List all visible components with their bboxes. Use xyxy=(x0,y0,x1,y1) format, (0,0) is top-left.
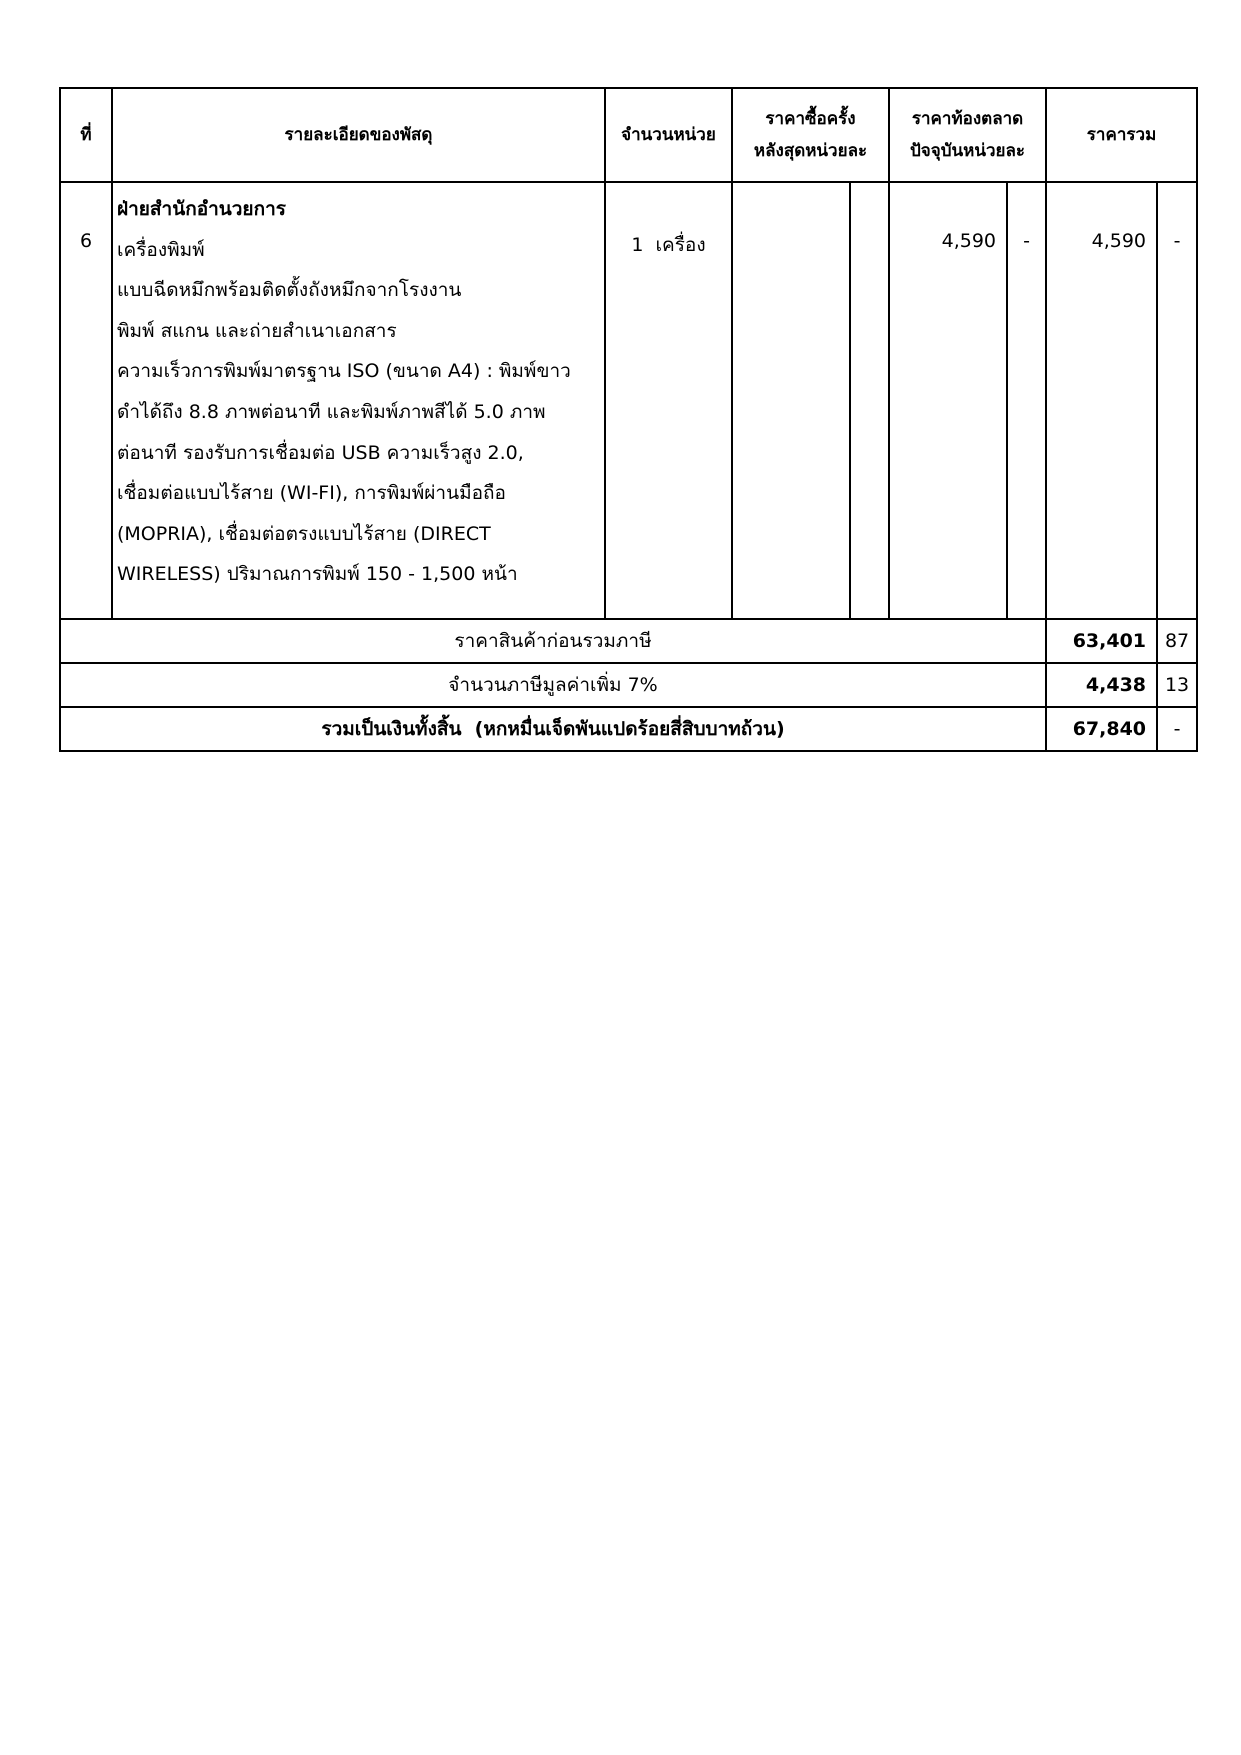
item-total-baht: 4,590 xyxy=(1046,182,1157,619)
item-market-price-baht: 4,590 xyxy=(889,182,1007,619)
vat-satang: 13 xyxy=(1157,663,1197,707)
header-market-price-line2: ปัจจุบันหน่วยละ xyxy=(910,141,1026,161)
summary-row-subtotal xyxy=(60,619,1197,663)
item-line: ดำได้ถึง 8.8 ภาพต่อนาที และพิมพ์ภาพสีได้ 5.0 ภาพ xyxy=(117,400,546,423)
item-group: ฝ่ายสำนักอำนวยการ xyxy=(117,198,286,220)
header-market-price xyxy=(889,88,1046,182)
procurement-table xyxy=(59,87,1198,752)
item-line: WIRELESS) ปริมาณการพิมพ์ 150 - 1,500 หน้า xyxy=(117,563,518,586)
header-last-price-line2: หลังสุดหน่วยละ xyxy=(753,141,868,161)
item-quantity: 1 เครื่อง xyxy=(631,234,706,256)
item-no: 6 xyxy=(79,230,93,252)
subtotal-satang: 87 xyxy=(1157,619,1197,663)
item-line: ความเร็วการพิมพ์มาตรฐาน ISO (ขนาด A4) : พิมพ์ขาว xyxy=(117,360,571,383)
grand-total-baht: 67,840 xyxy=(1046,707,1157,751)
item-no-cell xyxy=(60,182,112,619)
item-line: พิมพ์ สแกน และถ่ายสำเนาเอกสาร xyxy=(117,319,397,342)
header-no: ที่ xyxy=(60,88,112,182)
item-last-price-satang xyxy=(850,182,889,619)
item-row xyxy=(60,182,1197,619)
header-row xyxy=(60,88,1197,182)
header-quantity: จำนวนหน่วย xyxy=(605,88,732,182)
vat-baht: 4,438 xyxy=(1046,663,1157,707)
item-quantity-cell xyxy=(605,182,732,619)
vat-label: จำนวนภาษีมูลค่าเพิ่ม 7% xyxy=(60,663,1046,707)
subtotal-baht: 63,401 xyxy=(1046,619,1157,663)
grand-total-label: รวมเป็นเงินทั้งสิ้น (หกหมื่นเจ็ดพันแปดร้อยสี่สิบบาทถ้วน) xyxy=(60,707,1046,751)
item-line: แบบฉีดหมึกพร้อมติดตั้งถังหมึกจากโรงงาน xyxy=(117,279,462,302)
header-last-price xyxy=(732,88,889,182)
item-total-satang: - xyxy=(1157,182,1197,619)
header-total: ราคารวม xyxy=(1046,88,1197,182)
item-line: (MOPRIA), เชื่อมต่อตรงแบบไร้สาย (DIRECT xyxy=(117,522,491,545)
summary-row-vat xyxy=(60,663,1197,707)
item-line: ต่อนาที รองรับการเชื่อมต่อ USB ความเร็วสูง 2.0, xyxy=(117,441,524,464)
item-description-cell xyxy=(112,182,605,619)
subtotal-label: ราคาสินค้าก่อนรวมภาษี xyxy=(60,619,1046,663)
grand-total-satang: - xyxy=(1157,707,1197,751)
summary-row-grand-total xyxy=(60,707,1197,751)
item-market-price-satang: - xyxy=(1007,182,1046,619)
header-description: รายละเอียดของพัสดุ xyxy=(112,88,605,182)
item-description xyxy=(113,183,604,595)
header-market-price-line1: ราคาท้องตลาด xyxy=(911,109,1024,129)
item-name: เครื่องพิมพ์ xyxy=(117,238,205,261)
header-last-price-line1: ราคาซื้อครั้ง xyxy=(765,109,856,129)
item-last-price-baht xyxy=(732,182,850,619)
item-line: เชื่อมต่อแบบไร้สาย (WI-FI), การพิมพ์ผ่านมือถือ xyxy=(117,482,506,505)
